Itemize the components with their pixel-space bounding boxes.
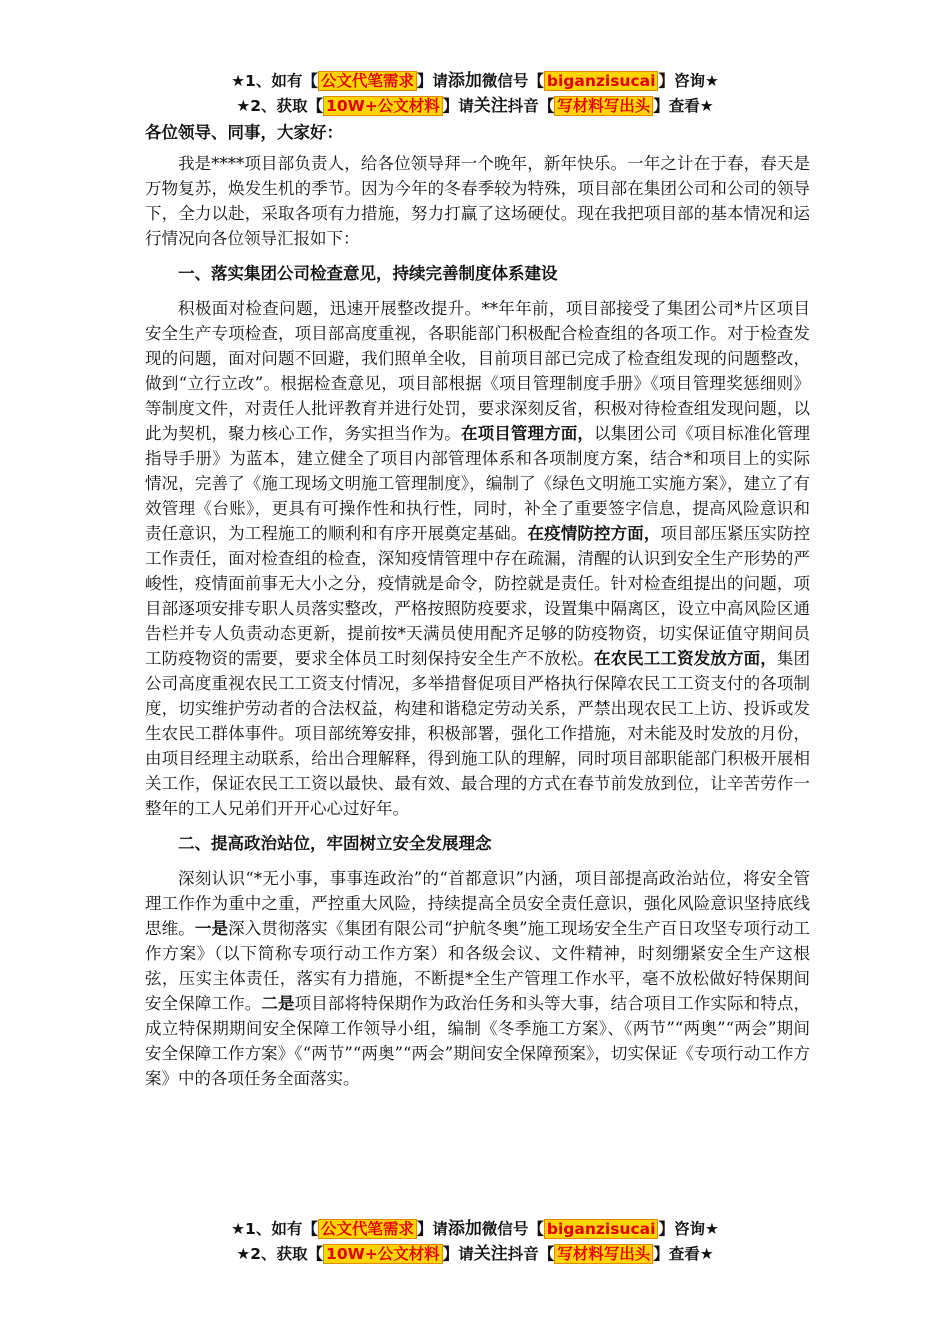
banner-highlight: 10W+公文材料 (323, 96, 443, 116)
section-heading-1: 一、落实集团公司检查意见，持续完善制度体系建设 (178, 264, 558, 283)
paragraph-text: 项目部压紧压实防控工作责任，面对检查组的检查，深知疫情管理中存在疏漏，清醒的认识到安全生产形势的严峻性，疫情面前事无大小之分，疫情就是命令，防控就是责任。针对检查组提出的问题，项目部逐项安排专职人员落实整改，严格按照防疫要求，设置集中隔离区，设立中高风险区通告栏并专人负责动态更新，提前按*天满员使用配齐足够的防疫物资，切实保证值守期间员工防疫物资的需要，要求全体员工时刻保持安全生产不放松。 (145, 524, 811, 668)
banner-highlight: 公文代笔需求 (318, 71, 417, 91)
banner-text: 微信号【 (481, 72, 544, 90)
banner-text: ★1、如有【 (231, 72, 318, 90)
document-body (145, 120, 810, 1091)
intro-paragraph: 我是****项目部负责人，给各位领导拜一个晚年，新年快乐。一年之计在于春，春天是万物复苏，焕发生机的季节。因为今年的冬春季较为特殊，项目部在集团公司和公司的领导下，全力以赴，采取各项有力措施，努力打赢了这场硬仗。现在我把项目部的基本情况和运行情况向各位领导汇报如下： (145, 154, 810, 248)
banner-text: 微信号【 (481, 1220, 544, 1238)
paragraph-text: 深入贯彻落实《集团有限公司“护航冬奥”施工现场安全生产百日攻坚专项行动工作方案》（以下简称专项行动工作方案）和各级会议、文件精神，时刻绷紧安全生产这根弦，压实主体责任，落实有力措施，不断提*全生产管理工作水平，毫不放松做好特保期间安全保障工作。 (145, 919, 811, 1013)
paragraph-text: 以集团公司《项目标准化管理指导手册》为蓝本，建立健全了项目内部管理体系和各项制度方案，结合*和项目上的实际情况，完善了《施工现场文明施工管理制度》，编制了《绿色文明施工实施方案》，建立了有效管理《台账》，更具有可操作性和执行性，同时，补全了重要签字信息，提高风险意识和责任意识，为工程施工的顺利和有序开展奠定基础。 (145, 424, 811, 543)
section-1-paragraph (145, 296, 810, 821)
keyword-wage-payment: 在农民工工资发放方面， (593, 649, 777, 668)
banner-highlight: 公文代笔需求 (318, 1219, 417, 1239)
banner-douyin-id: 写材料写出头 (554, 1244, 653, 1264)
banner-text: 】咨询★ (658, 72, 719, 90)
banner-highlight: 10W+公文材料 (323, 1244, 443, 1264)
banner-emphasis: 关注 (473, 96, 508, 116)
banner-text: 】查看★ (653, 1245, 714, 1263)
greeting: 各位领导、同事，大家好： (145, 123, 343, 142)
banner-text: 】查看★ (653, 97, 714, 115)
keyword-epidemic-control: 在疫情防控方面， (527, 524, 661, 543)
promo-banner-top-line2 (0, 95, 950, 117)
keyword-project-management: 在项目管理方面， (460, 424, 594, 443)
banner-wechat-id: biganzisucai (544, 71, 659, 91)
banner-text: 】请 (442, 1245, 474, 1263)
promo-banner-top-line1 (0, 70, 950, 92)
banner-text: 抖音【 (507, 1245, 555, 1263)
section-2-paragraph (145, 866, 810, 1091)
banner-wechat-id: biganzisucai (544, 1219, 659, 1239)
banner-emphasis: 添加 (447, 1219, 482, 1239)
banner-text: ★2、获取【 (236, 97, 324, 115)
paragraph-text: 深刻认识“*无小事，事事连政治”的“首都意识”内涵，项目部提高政治站位，将安全管理工作作为重中之重，严控重大风险，持续提高全员安全责任意识，强化风险意识坚持底线思维。 (145, 869, 810, 938)
paragraph-text: 积极面对检查问题，迅速开展整改提升。**年年前，项目部接受了集团公司*片区项目安全生产专项检查，项目部高度重视，各职能部门积极配合检查组的各项工作。对于检查发现的问题，面对问题不回避，我们照单全收，目前项目部已完成了检查组发现的问题整改，做到“立行立改”。根据检查意见，项目部根据《项目管理制度手册》《项目管理奖惩细则》等制度文件，对责任人批评教育并进行处罚，要求深刻反省，积极对待检查组发现问题，以此为契机，聚力核心工作，务实担当作为。 (145, 299, 810, 443)
banner-text: 】请 (416, 1220, 448, 1238)
banner-douyin-id: 写材料写出头 (554, 96, 653, 116)
promo-banner-bottom-line2 (0, 1243, 950, 1265)
banner-text: ★2、获取【 (236, 1245, 324, 1263)
paragraph-text: 集团公司高度重视农民工工资支付情况，多举措督促项目严格执行保障农民工工资支付的各项制度，切实维护劳动者的合法权益，构建和谐稳定劳动关系，严禁出现农民工上访、投诉或发生农民工群体事件。项目部统筹安排，积极部署，强化工作措施，对未能及时发放的月份，由项目经理主动联系，给出合理解释，得到施工队的理解，同时项目部职能部门积极开展相关工作，保证农民工工资以最快、最有效、最合理的方式在春节前发放到位，让辛苦劳作一整年的工人兄弟们开开心心过好年。 (145, 649, 811, 818)
keyword-second: 二是 (261, 994, 295, 1013)
paragraph-text: 项目部将特保期作为政治任务和头等大事，结合项目工作实际和特点，成立特保期期间安全保障工作领导小组，编制《冬季施工方案》、《两节”“两奥”“两会”期间安全保障工作方案》《“两节”“两奥”“两会”期间安全保障预案》，切实保证《专项行动工作方案》中的各项任务全面落实。 (145, 994, 811, 1088)
banner-emphasis: 添加 (447, 71, 482, 91)
banner-text: 】请 (442, 97, 474, 115)
banner-text: 】咨询★ (658, 1220, 719, 1238)
promo-banner-bottom-line1 (0, 1218, 950, 1240)
section-heading-2: 二、提高政治站位，牢固树立安全发展理念 (178, 834, 492, 853)
banner-text: 抖音【 (507, 97, 555, 115)
banner-text: ★1、如有【 (231, 1220, 318, 1238)
banner-emphasis: 关注 (473, 1244, 508, 1264)
keyword-first: 一是 (194, 919, 229, 938)
banner-text: 】请 (416, 72, 448, 90)
